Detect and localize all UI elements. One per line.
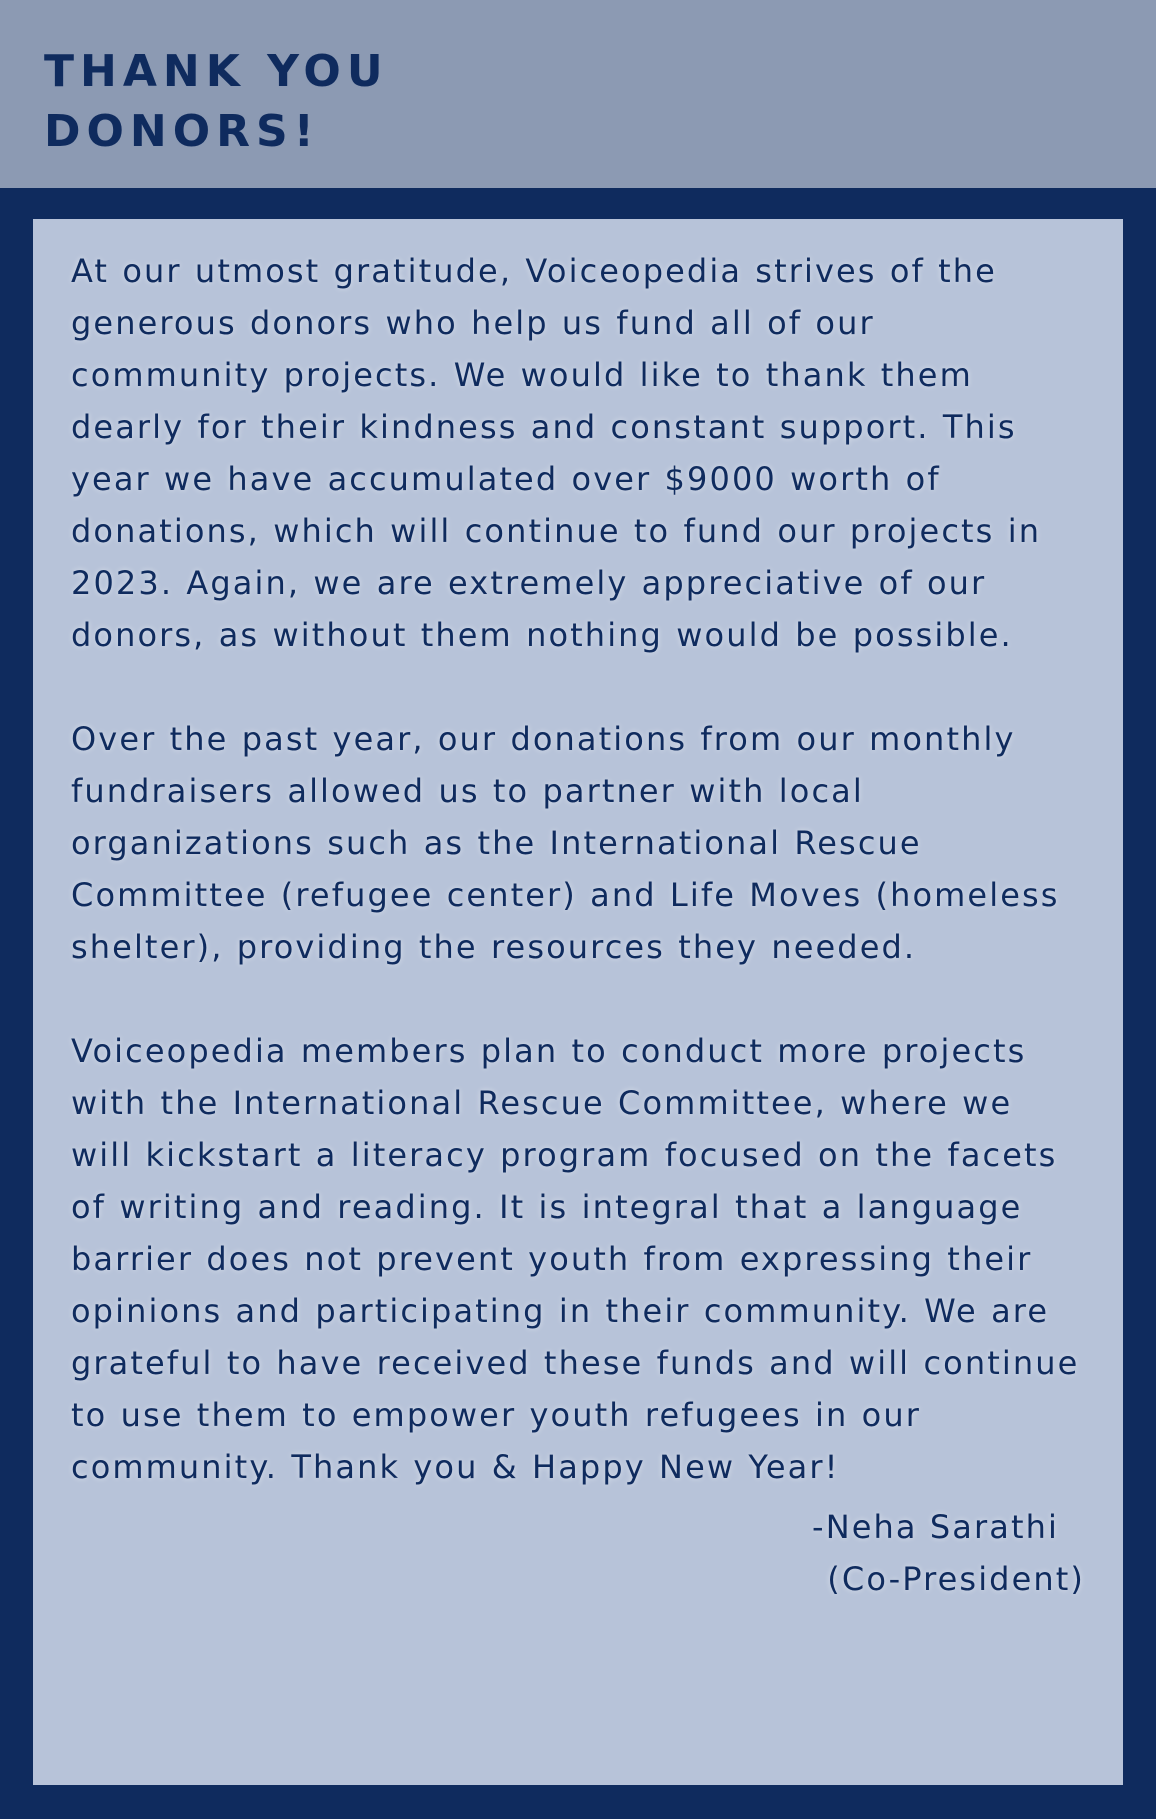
page-title [44, 42, 389, 162]
paragraph-partnerships: Over the past year, our donations from our monthly fundraisers allowed us to partner with local organizations such as the International Rescue Committee (refugee center) and Life Moves (homeless shelter), providing the resources they needed. [71, 720, 1060, 966]
signature-block [71, 1501, 1085, 1605]
message-card [33, 219, 1123, 1785]
page-title-line-1: THANK YOU [44, 46, 389, 97]
paragraph-gratitude: At our utmost gratitude, Voiceopedia strives of the generous donors who help us fund all of our community projects. We would like to thank them dearly for their kindness and constant support. This year we have accumulated over $9000 worth of donations, which will continue to fund our projects in 2023. Again, we are extremely appreciative of our donors, as without them nothing would be possible. [71, 252, 1042, 654]
paragraph-future-plans: Voiceopedia members plan to conduct more projects with the International Rescue Committee, where we will kickstart a literacy program focused on the facets of writing and reading. It is integral that a language barrier does not prevent youth from expressing their opinions and participating in their community. We are grateful to have received these funds and will continue to use them to empower youth refugees in our community. Thank you & Happy New Year! [71, 1032, 1080, 1486]
signature-role: (Co-President) [827, 1560, 1085, 1598]
signature-name: -Neha Sarathi [812, 1508, 1059, 1546]
header-banner [0, 0, 1156, 188]
page-title-line-2: DONORS! [44, 106, 320, 157]
